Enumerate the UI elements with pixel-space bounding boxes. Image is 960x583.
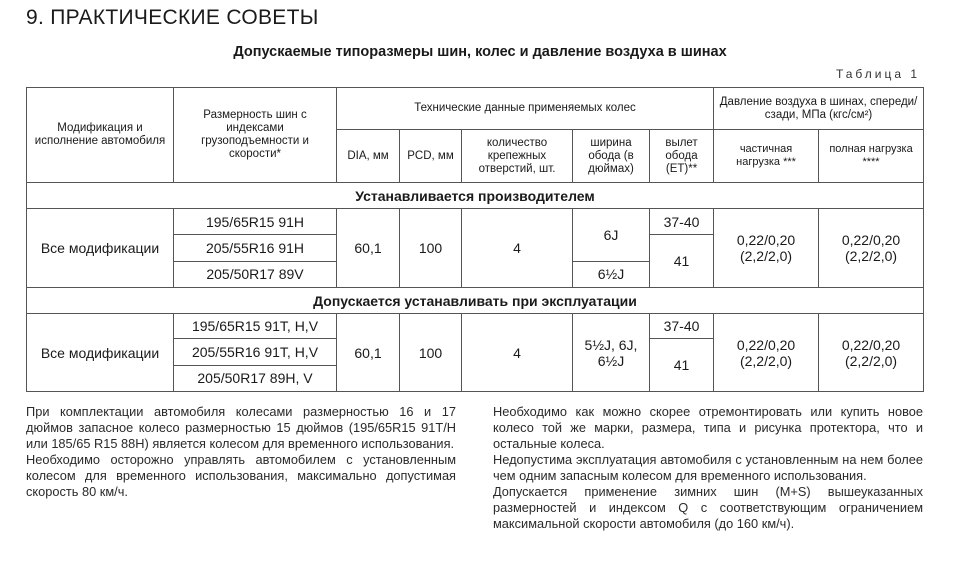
notes-left-column [26,404,456,500]
pressure-full-cell [819,209,924,288]
tire-size-cell: 205/55R16 91H [174,235,337,261]
header-rim-width: ширина обода (в дюймах) [573,130,650,183]
pressure-full-cell [819,314,924,392]
header-dia: DIA, мм [337,130,400,183]
header-bolts: количество крепежных отверстий, шт. [462,130,573,183]
header-partial-load: частичная нагрузка *** [714,130,819,183]
offset-cell: 37-40 [650,314,714,339]
pcd-cell: 100 [400,314,462,392]
dia-cell: 60,1 [337,314,400,392]
rim-width-line: 5½J, 6J, [584,336,638,353]
bolts-cell: 4 [462,209,573,288]
header-pressure: Давление воздуха в шинах, спереди/сзади, МПа (кгс/см²) [714,88,924,130]
header-wheel-data: Технические данные применяемых колес [337,88,714,130]
tire-size-cell: 205/50R17 89H, V [174,365,337,391]
tire-size-cell: 195/65R15 91T, H,V [174,314,337,339]
tire-size-table [26,87,924,392]
table-number: Таблица 1 [835,67,920,81]
pressure-kgf: (2,2/2,0) [844,248,898,265]
table-row [27,314,924,339]
pressure-mpa: 0,22/0,20 [736,336,796,353]
pressure-mpa: 0,22/0,20 [841,232,901,249]
rim-width-line: 6½J [597,352,625,369]
bolts-cell: 4 [462,314,573,392]
pressure-kgf: (2,2/2,0) [739,352,793,369]
header-offset: вылет обода (ET)** [650,130,714,183]
page-title: 9. ПРАКТИЧЕСКИЕ СОВЕТЫ [26,6,319,29]
offset-cell: 37-40 [650,209,714,235]
header-tire-size: Размерность шин с индексами грузоподъемности и скорости* [174,88,337,183]
offset-cell: 41 [650,235,714,288]
pressure-mpa: 0,22/0,20 [841,336,901,353]
pressure-partial-cell [714,314,819,392]
rim-width-cell [573,314,650,392]
modification-cell: Все модификации [27,209,174,288]
note-paragraph: Необходимо как можно скорее отремонтировать или купить новое колесо той же марки, размера, типа и рисунка протектора, что и остальные колеса. [493,404,923,451]
header-pcd: PCD, мм [400,130,462,183]
modification-cell: Все модификации [27,314,174,392]
tire-size-cell: 205/55R16 91T, H,V [174,339,337,365]
dia-cell: 60,1 [337,209,400,288]
rim-width-cell: 6J [573,209,650,262]
rim-width-cell: 6½J [573,261,650,287]
pressure-mpa: 0,22/0,20 [736,232,796,249]
notes-right-column [493,404,923,532]
pcd-cell: 100 [400,209,462,288]
pressure-partial-cell [714,209,819,288]
table-caption: Допускаемые типоразмеры шин, колес и давление воздуха в шинах [233,44,727,60]
header-full-load: полная нагрузка **** [819,130,924,183]
offset-cell: 41 [650,339,714,392]
tire-size-cell: 205/50R17 89V [174,261,337,287]
header-modification: Модификация и исполнение автомобиля [27,88,174,183]
pressure-kgf: (2,2/2,0) [739,248,793,265]
table-row [27,209,924,235]
section-title-operation: Допускается устанавливать при эксплуатации [27,287,924,313]
note-paragraph: Допускается применение зимних шин (M+S) вышеуказанных размерностей и индексом Q с соответствующим ограничением максимальной скорости автомобиля (до 160 км/ч). [493,484,923,531]
tire-size-cell: 195/65R15 91H [174,209,337,235]
section-title-factory: Устанавливается производителем [27,182,924,208]
note-paragraph: Необходимо осторожно управлять автомобилем с установленным колесом для временного использования, максимально допустимая скорость 80 км/ч. [26,452,456,499]
pressure-kgf: (2,2/2,0) [844,352,898,369]
note-paragraph: Недопустима эксплуатация автомобиля с установленным на нем более чем одним запасным колесом для временного использования. [493,452,923,483]
note-paragraph: При комплектации автомобиля колесами размерностью 16 и 17 дюймов запасное колесо размерностью 15 дюймов (195/65R15 91T/H или 185/65 R15 88H) является колесом для временного использования. [26,404,456,451]
